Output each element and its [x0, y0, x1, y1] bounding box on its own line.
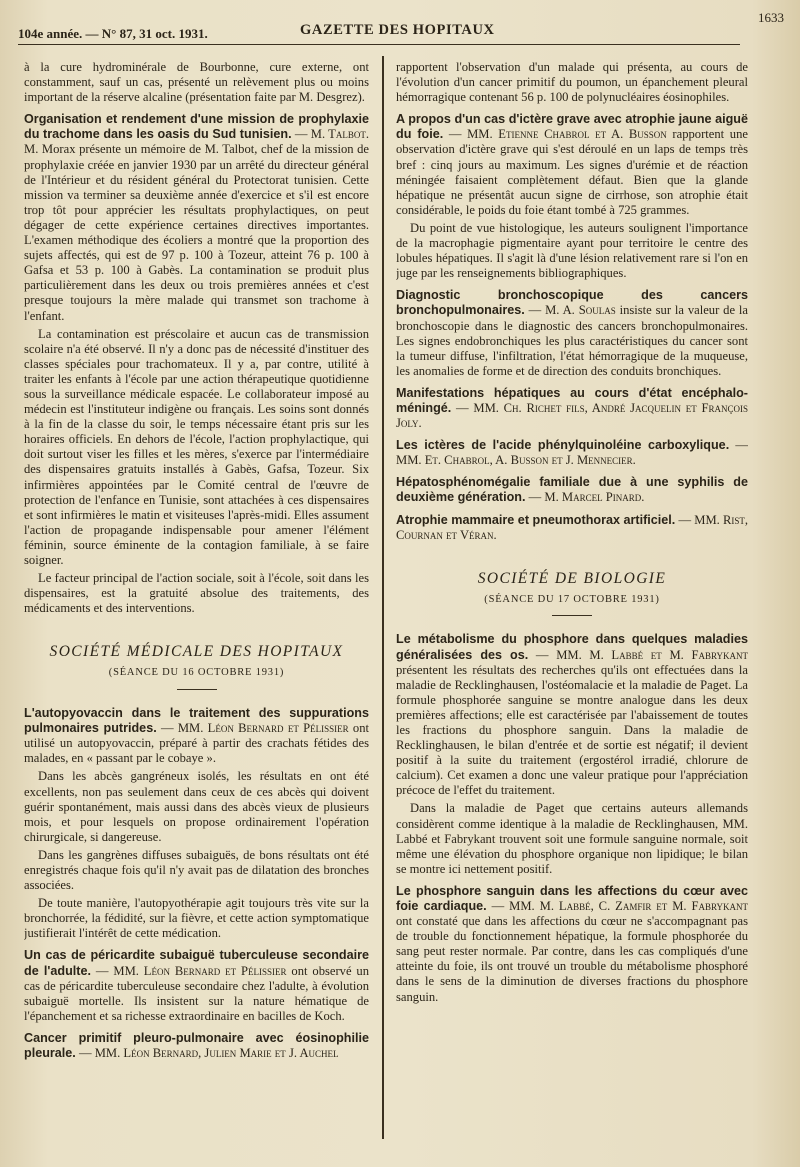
article-metabolisme-phosphore: Le métabolisme du phosphore dans quelques maladies généralisées des os. — MM. M. Labbé et M. Fabrykant présentent les résultats des recherches qu'ils ont effectuées dans la maladie de Recklinghausen, l'ostéomalacie et la maladie de Paget. La formule phosphorée sanguine se montre analogue dans les deux premières affections; elle est caractérisée par l'abaissement de toutes les fractions du phosphore sanguin. Dans la maladie de Recklinghausen, le bilan d'entrée et de sortie est négatif; il devient positif à la suite du traitement (ergostérol irradié, chlorure de calcium). Cet examen a donc une valeur pratique pour l'appréciation précoce de l'effet du traitement. Dans la maladie de Paget que certains auteurs allemands considèrent comme identique à la maladie de Recklinghausen, MM. Labbé et Fabrykant trouvent soit une formule sanguine normale, soit même une élévation du phosphore organique non lipidique; le bilan se montre ici nettement positif. [396, 632, 748, 876]
left-column [24, 60, 369, 1137]
article-paragraph: ont constaté que dans les affections du cœur ne s'accompagnant pas de trouble du fonctionnement hépatique, la formule phosphorée du sang peut rester normale. Par contre, dans les cas compliqués d'une atteinte du foie, ils ont trouvé un trouble du métabolisme phosphoré dans le sens de la diminution de diverses fractions du phosphore sanguin. [396, 914, 748, 1004]
article-authors: MM. Etienne Chabrol et A. Busson [467, 127, 667, 142]
article-paragraph: rapportent une observation d'ictère grave qui s'est déroulé en un laps de temps très bref : cinq jours au maximum. Les signes d'urémie et de réaction méningée faisaient complètement défaut. Bien que la glande hépatique ne présentât aucun signe de cirrhose, son atrophie était considérable, le poids du foie étant tombé à 725 grammes. [396, 127, 748, 217]
article-title: Le métabolisme du phosphore dans quelques maladies généralisées des os. [396, 632, 748, 662]
article-authors: M. A. Soulas [545, 303, 616, 318]
article-authors: MM. Et. Chabrol, A. Busson et J. Mennecier. [396, 453, 636, 468]
article-paragraph: ont utilisé un autopyovaccin, préparé à partir des crachats fétides des malades, en « passant par le cobaye ». [24, 721, 369, 766]
article-title: Cancer primitif pleuro-pulmonaire avec éosinophilie pleurale. [24, 1030, 369, 1061]
article-title: Organisation et rendement d'une mission de prophylaxie du trachome dans les oasis du Sud tunisien. [24, 112, 369, 142]
article-title: Atrophie mammaire et pneumothorax artificiel. [396, 512, 676, 527]
article-paragraph: Dans les abcès gangréneux isolés, les résultats en ont été excellents, non pas seulement dans ceux de ces abcès qui doivent guérir spontanément, mais aussi dans des abcès vieux de plusieurs mois, et pour lesquels on propose ordinairement l'opération chirurgicale, si dangereuse. [24, 769, 369, 844]
article-paragraph: insiste sur la valeur de la bronchoscopie dans le diagnostic des cancers bronchopulmonaires. Les signes endobronchiques les plus caractéristiques du cancer sont la tumeur diffuse, l'infiltration, l'état hémorragique de la muqueuse, les anomalies de forme et de direction des conduits bronchiques. [396, 303, 748, 378]
society-heading: SOCIÉTÉ DE BIOLOGIE [477, 569, 667, 587]
article-title: Diagnostic bronchoscopique des cancers bronchopulmonaires. [396, 288, 748, 318]
article-hepatosphenomegalie: Hépatosphénomégalie familiale due à une syphilis de deuxième génération. — M. Marcel Pinard. [396, 475, 748, 505]
article-paragraph: ont observé un cas de péricardite tuberculeuse secondaire chez l'adulte, à évolution subaiguë mortelle. Ils insistent sur la nature hématique de l'épanchement et sa richesse extraordinaire en bacilles de Koch. [24, 963, 369, 1023]
article-title: Le phosphore sanguin dans les affections du cœur avec foie cardiaque. [396, 883, 748, 913]
article-paragraph: Du point de vue histologique, les auteurs soulignent l'importance de la macrophagie pigmentaire ayant pour territoire le centre des lobules hépatiques. Il s'agit là d'une lésion relativement rare si l'on en juge par les renseignements bibliographiques. [396, 220, 748, 281]
article-paragraph: présentent les résultats des recherches qu'ils ont effectuées dans la maladie de Recklinghausen, l'ostéomalacie et la maladie de Paget. La formule phosphorée sanguine se montre analogue dans les deux premières affections; elle est caractérisée par l'abaissement de toutes les fractions du phosphore sanguin. Dans la maladie de Recklinghausen, le bilan d'entrée et de sortie est négatif; il devient positif à la suite du traitement (ergostérol irradié, chlorure de calcium). Cet examen a donc une valeur pratique pour l'appréciation précoce de l'effet du traitement. [396, 662, 748, 798]
article-title: Manifestations hépatiques au cours d'état encéphalo-méningé. [396, 385, 748, 415]
continued-paragraph: à la cure hydrominérale de Bourbonne, cure externe, ont constamment, sauf un cas, présenté un relèvement plus ou moins important de la réserve alcaline (présentation faite par M. Desgrez). [24, 60, 369, 105]
continued-paragraph: rapportent l'observation d'un malade qui présenta, au cours de l'évolution d'un cancer primitif du poumon, un épanchement pleural hémorragique contenant 56 p. 100 de polynucléaires éosinophiles. [396, 60, 748, 105]
article-authors: MM. Léon Bernard et Pélissier [177, 721, 349, 736]
issue-line: 104e année. — N° 87, 31 oct. 1931. [18, 26, 208, 41]
article-manifestations-hepatiques: Manifestations hépatiques au cours d'état encéphalo-méningé. — MM. Ch. Richet fils, André Jacquelin et François Joly. [396, 385, 748, 431]
column-divider [382, 56, 384, 1139]
article-title: Un cas de péricardite subaiguë tuberculeuse secondaire de l'adulte. [24, 948, 369, 978]
article-authors: MM. Léon Bernard, Julien Marie et J. Auchel [94, 1046, 339, 1061]
article-atrophie-mammaire: Atrophie mammaire et pneumothorax artificiel. — MM. Rist, Cournan et Véran. [396, 512, 748, 542]
article-authors: MM. M. Labbé, C. Zamfir et M. Fabrykant [509, 899, 748, 913]
section-rule [177, 689, 217, 691]
article-paragraph: Dans la maladie de Paget que certains auteurs allemands considèrent comme identique à la maladie de Recklinghausen, MM. Labbé et Fabrykant trouvent soit une formule sanguine normale, soit même une élévation du phosphore organique non lipidique; le bilan se montre ici nettement positif. [396, 801, 748, 876]
article-bronchoscopie: Diagnostic bronchoscopique des cancers bronchopulmonaires. — M. A. Soulas insiste sur la valeur de la bronchoscopie dans le diagnostic des cancers bronchopulmonaires. Les signes endobronchiques les plus caractéristiques du cancer sont la tumeur diffuse, l'infiltration, l'état hémorragique de la muqueuse, les anomalies de forme et de direction des conduits bronchiques. [396, 288, 748, 378]
article-paragraph: De toute manière, l'autopyothérapie agit toujours très vite sur la bronchorrée, la fédidité, sur la fièvre, et cette action symptomatique justifierait l'intérêt de cette médication. [24, 896, 369, 941]
article-paragraph: Dans les gangrènes diffuses subaiguës, de bons résultats ont été enregistrés chaque fois qu'il n'y avait pas de dilatation des bronches associées. [24, 847, 369, 893]
article-title: Les ictères de l'acide phénylquinoléine carboxylique. [396, 438, 730, 453]
article-autopyovaccin: L'autopyovaccin dans le traitement des suppurations pulmonaires putrides. — MM. Léon Bernard et Pélissier ont utilisé un autopyovaccin, préparé à partir des crachats fétides des malades, en « passant par le cobaye ». Dans les abcès gangréneux isolés, les résultats en ont été excellents, non pas seulement dans ceux de ces abcès qui doivent guérir spontanément, mais aussi dans des abcès vieux de plusieurs mois, et pour lesquels on propose ordinairement l'opération chirurgicale, si dangereuse. Dans les gangrènes diffuses subaiguës, de bons résultats ont été enregistrés chaque fois qu'il n'y avait pas de dilatation des bronches associées. De toute manière, l'autopyothérapie agit toujours très vite sur la bronchorrée, la fédidité, sur la fièvre, et cette action symptomatique justifierait l'intérêt de cette médication. [24, 706, 369, 941]
article-authors: MM. Ch. Richet fils, André Jacquelin et François Joly. [396, 400, 748, 431]
article-paragraph: M. Morax présente un mémoire de M. Talbot, chef de la mission de prophylaxie créée en janvier 1930 par un arrêté du directeur général de l'Intérieur et du résident général du Protectorat tunisien. Cette mission va terminer sa deuxième année d'exercice et s'il est encore trop tôt pour apprécier les résultats prophylactiques, on peut dégager de cette expérience certaines directives importantes. L'examen méthodique des écoliers a montré que la proportion des sujets affectés, qui est de 97 p. 100 à Tozeur, atteint 76 p. 100 à Gafsa et 53 p. 100 à Gabès. La contamination se produit plus particulièrement dans les deux ou trois premières années et c'est presque toujours la mère malade qui transmet son trachome à l'enfant. [24, 142, 369, 323]
article-trachome: Organisation et rendement d'une mission de prophylaxie du trachome dans les oasis du Sud tunisien. — M. Talbot. M. Morax présente un mémoire de M. Talbot, chef de la mission de prophylaxie créée en janvier 1930 par un arrêté du directeur général de l'Intérieur et du résident général du Protectorat tunisien. Cette mission va terminer sa deuxième année d'exercice et s'il est encore trop tôt pour apprécier les résultats prophylactiques, on peut dégager de cette expérience certaines directives importantes. L'examen méthodique des écoliers a montré que la proportion des sujets affectés, qui est de 97 p. 100 à Tozeur, atteint 76 p. 100 à Gafsa et 53 p. 100 à Gabès. La contamination se produit plus particulièrement dans les deux ou trois premières années et c'est presque toujours la mère malade qui transmet son trachome à l'enfant. La contamination est préscolaire et aucun cas de transmission scolaire n'a été observé. Il n'y a donc pas de nécessité d'instituer des classes spéciales pour trachomateux. Il y a, par contre, utilité à traiter les enfants à l'école par une action thérapeutique quotidienne sous la surveillance médicale espacée. Le collaborateur imposé au médecin est l'instituteur indigène ou français. Les soins sont donnés à la fin de la classe du soir, le temps nécessaire étant pris sur les horaires officiels. En dehors de l'école, l'action prophylactique, qui doit surtout viser les filles et les mères, s'exerce par l'intermédiaire des dispensaires gratuits installés à Gabès, Gafsa, Tozeur. Six infirmières appointées par le Comité central de l'œuvre de protection de l'enfance en Tunisie, sont attachées à ces dispensaires et sont infirmières le matin et visiteuses l'après-midi. Elles assument l'action de propagande indispensable pour amener l'élément féminin, source éminente de la contagion familiale, à se faire soigner. Le facteur principal de l'action sociale, soit à l'école, soit dans les dispensaires, est la gratuité absolue des traitements, des médicaments et des interventions. [24, 112, 369, 616]
page-header [18, 10, 784, 45]
article-title: A propos d'un cas d'ictère grave avec atrophie jaune aiguë du foie. [396, 112, 748, 142]
article-authors: M. Marcel Pinard. [544, 490, 645, 505]
article-authors: MM. M. Labbé et M. Fabrykant [556, 647, 748, 662]
article-phosphore-sanguin: Le phosphore sanguin dans les affections du cœur avec foie cardiaque. — MM. M. Labbé, C. Zamfir et M. Fabrykant ont constaté que dans les affections du cœur ne s'accompagnant pas de trouble du fonctionnement hépatique, la formule phosphorée du sang peut rester normale. Par contre, dans les cas compliqués d'une atteinte du foie, ils ont trouvé un trouble du métabolisme phosphoré dans le sens de la diminution de diverses fractions du phosphore sanguin. [396, 883, 748, 1004]
session-date: (SÉANCE DU 17 OCTOBRE 1931) [484, 593, 660, 605]
article-title: Hépatosphénomégalie familiale due à une syphilis de deuxième génération. [396, 475, 748, 505]
article-icteres-acide: Les ictères de l'acide phénylquinoléine carboxylique. — MM. Et. Chabrol, A. Busson et J. Mennecier. [396, 438, 748, 468]
article-paragraph: La contamination est préscolaire et aucun cas de transmission scolaire n'a été observé. Il n'y a donc pas de nécessité d'instituer des classes spéciales pour trachomateux. Il y a, par contre, utilité à traiter les enfants à l'école par une action thérapeutique quotidienne sous la surveillance médicale espacée. Le collaborateur imposé au médecin est l'instituteur indigène ou français. Les soins sont donnés à la fin de la classe du soir, le temps nécessaire étant pris sur les horaires officiels. En dehors de l'école, l'action prophylactique, qui doit surtout viser les filles et les mères, s'exerce par l'intermédiaire des dispensaires gratuits installés à Gabès, Gafsa, Tozeur. Six infirmières appointées par le Comité central de l'œuvre de protection de l'enfance en Tunisie, sont attachées à ces dispensaires et sont infirmières le matin et visiteuses l'après-midi. Elles assument l'action de propagande indispensable pour amener l'élément féminin, source éminente de la contagion familiale, à se faire soigner. [24, 326, 369, 567]
article-pericardite: Un cas de péricardite subaiguë tuberculeuse secondaire de l'adulte. — MM. Léon Bernard et Pélissier ont observé un cas de péricardite tuberculeuse secondaire chez l'adulte, à évolution subaiguë mortelle. Ils insistent sur la nature hématique de l'épanchement et sa richesse extraordinaire en bacilles de Koch. [24, 948, 369, 1023]
article-authors: MM. Léon Bernard et Pélissier [113, 963, 287, 978]
article-title: L'autopyovaccin dans le traitement des suppurations pulmonaires putrides. [24, 706, 369, 736]
section-rule [552, 615, 592, 617]
society-heading: SOCIÉTÉ MÉDICALE DES HOPITAUX [49, 643, 344, 661]
session-date: (SÉANCE DU 16 OCTOBRE 1931) [108, 667, 285, 679]
article-paragraph: Le facteur principal de l'action sociale, soit à l'école, soit dans les dispensaires, est la gratuité absolue des traitements, des médicaments et des interventions. [24, 571, 369, 616]
article-authors: MM. Rist, Cournan et Véran. [396, 512, 748, 542]
right-column [396, 60, 748, 1137]
journal-title: GAZETTE DES HOPITAUX [300, 22, 495, 38]
article-authors: M. Talbot. [310, 127, 369, 142]
article-cancer-pleuro: Cancer primitif pleuro-pulmonaire avec éosinophilie pleurale. — MM. Léon Bernard, Julien Marie et J. Auchel [24, 1030, 369, 1061]
article-ictere-grave: A propos d'un cas d'ictère grave avec atrophie jaune aiguë du foie. — MM. Etienne Chabrol et A. Busson rapportent une observation d'ictère grave qui s'est déroulé en un laps de temps très bref : cinq jours au maximum. Les signes d'urémie et de réaction méningée faisaient complètement défaut. Bien que la glande hépatique ne présentât aucun signe de cirrhose, son atrophie était considérable, le poids du foie étant tombé à 725 grammes. Du point de vue histologique, les auteurs soulignent l'importance de la macrophagie pigmentaire ayant pour territoire le centre des lobules hépatiques. Il s'agit là d'une lésion relativement rare si l'on en juge par les renseignements bibliographiques. [396, 112, 748, 281]
page-number: 1633 [758, 10, 784, 25]
